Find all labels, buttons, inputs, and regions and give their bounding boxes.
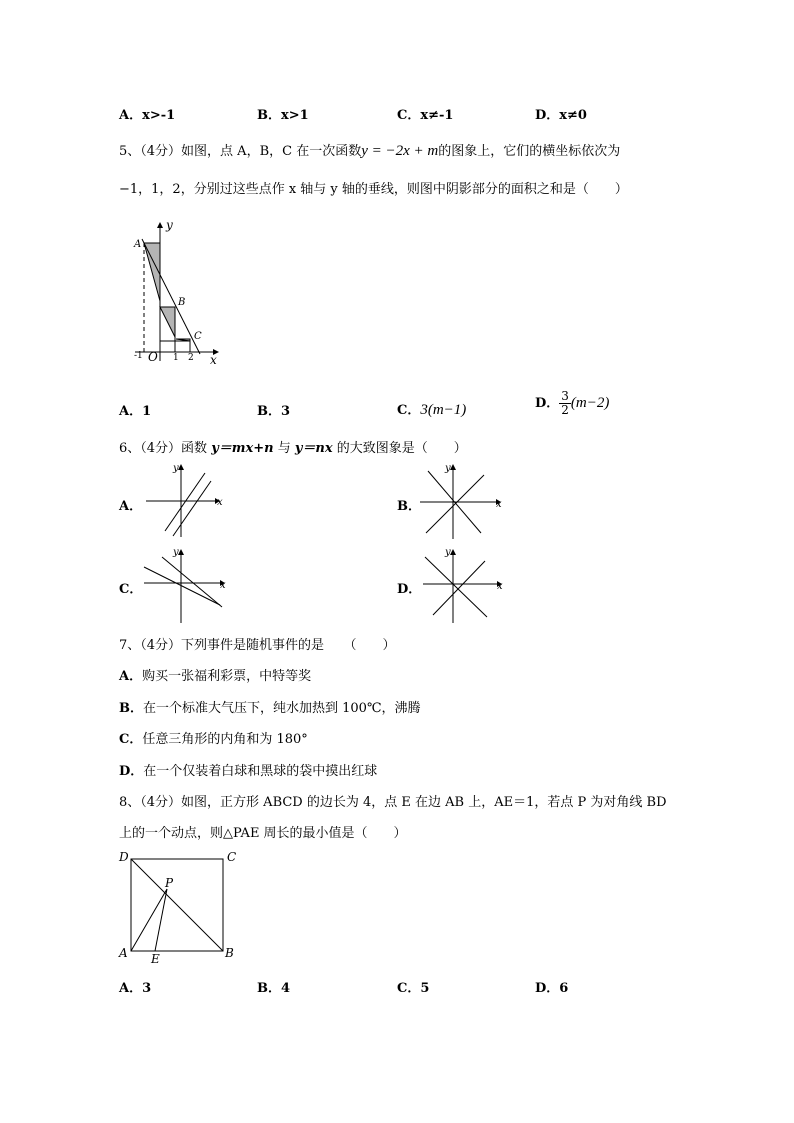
q5-stem-line1: 5、（4分）如图，点 A，B，C 在一次函数y = −2x + m的图象上，它们的横坐标依次为 xyxy=(119,143,621,159)
q8-fig-p: P xyxy=(165,876,174,890)
q8-stem-line2: 上的一个动点，则△PAE 周长的最小值是（ ） xyxy=(119,826,407,841)
q4-option-d: D．x≠0 xyxy=(535,108,587,123)
q8-fig-e: E xyxy=(151,952,160,966)
q6-graph-b xyxy=(416,461,506,541)
q5-option-b: B．3 xyxy=(257,404,291,419)
q5-fig-1: 1 xyxy=(173,353,179,363)
q4-option-c: C．x≠-1 xyxy=(397,108,454,123)
q8-option-c: C．5 xyxy=(397,981,430,996)
q5-fig-b: B xyxy=(178,297,186,308)
q6-graph-a xyxy=(143,461,228,539)
q8-figure xyxy=(117,845,247,965)
q5-fig-a: A xyxy=(134,239,142,250)
q8-fig-c: C xyxy=(227,850,237,864)
q5-figure xyxy=(130,215,230,367)
svg-text:x: x xyxy=(496,499,502,510)
q5-fig-y: y xyxy=(166,218,173,232)
q5-fig-neg1: -1 xyxy=(134,351,143,361)
q6-graph-d xyxy=(419,545,507,625)
q7-option-b: B．在一个标准大气压下，纯水加热到 100℃，沸腾 xyxy=(119,701,421,716)
svg-text:x: x xyxy=(497,581,503,592)
q5-formula: y = −2x + m xyxy=(361,143,439,159)
q7-option-c: C．任意三角形的内角和为 180° xyxy=(119,732,308,747)
q4-option-a: A．x>-1 xyxy=(119,108,176,123)
svg-text:x: x xyxy=(217,497,223,508)
q6-option-b-letter: B． xyxy=(397,499,421,514)
svg-text:y: y xyxy=(445,547,451,558)
q5-fig-c: C xyxy=(194,331,202,342)
q6-graph-c xyxy=(140,545,230,625)
q8-option-a: A．3 xyxy=(119,981,152,996)
q5-option-c: C．3(m−1) xyxy=(397,402,467,418)
svg-text:y: y xyxy=(173,547,179,558)
q6-stem: 6、（4分）函数 y＝mx+n 与 y＝nx 的大致图象是（ ） xyxy=(119,441,467,456)
q7-option-a: A．购买一张福利彩票，中特等奖 xyxy=(119,669,312,684)
q5-fig-2: 2 xyxy=(188,353,194,363)
q7-option-d: D．在一个仅装着白球和黑球的袋中摸出红球 xyxy=(119,764,378,779)
q8-option-b: B．4 xyxy=(257,981,291,996)
q8-option-d: D．6 xyxy=(535,981,569,996)
q4-option-b: B．x>1 xyxy=(257,108,309,123)
q5-stem-line2: −1，1，2，分别过这些点作 x 轴与 y 轴的垂线，则图中阴影部分的面积之和是（ ） xyxy=(119,182,628,197)
q6-option-d-letter: D． xyxy=(397,582,422,597)
q8-fig-b: B xyxy=(225,946,234,960)
q7-stem: 7、（4分）下列事件是随机事件的是 （ ） xyxy=(119,638,396,653)
svg-text:y: y xyxy=(173,463,179,474)
q6-option-a-letter: A． xyxy=(119,499,143,514)
q8-stem-line1: 8、（4分）如图，正方形 ABCD 的边长为 4，点 E 在边 AB 上，AE＝1，若点 P 为对角线 BD xyxy=(119,795,667,810)
svg-text:y: y xyxy=(445,463,451,474)
q5-fig-origin: O xyxy=(148,350,158,364)
q5-option-a: A．1 xyxy=(119,404,152,419)
q6-option-c-letter: C． xyxy=(119,582,143,597)
svg-text:x: x xyxy=(220,580,226,591)
q5-fig-x: x xyxy=(210,353,217,367)
q8-fig-d: D xyxy=(119,850,129,864)
q5-option-d: D． $\frac{3}{2}$ (m−2) xyxy=(535,389,610,417)
q8-fig-a: A xyxy=(119,946,128,960)
